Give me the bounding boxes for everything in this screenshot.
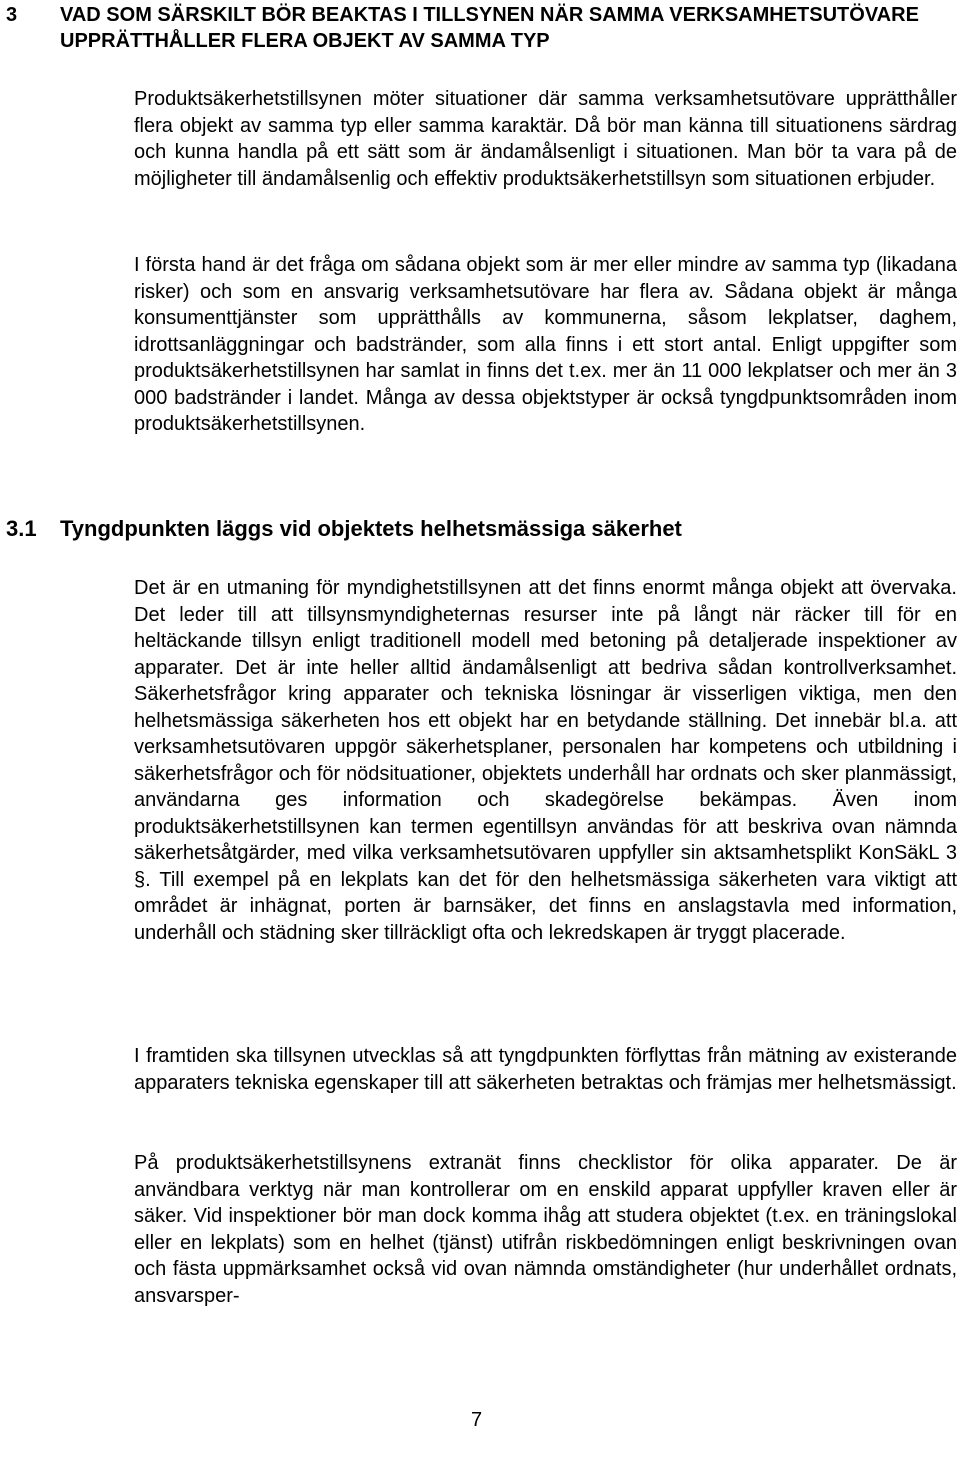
subsection-paragraph-1: Det är en utmaning för myndighetstillsynen att det finns enormt många objekt att övervaka. Det leder till att tillsynsmyndigheternas resurser inte på långt när räcker till för en heltäckande tillsyn enligt traditionell modell med betoning på detaljerade inspektioner av apparater. Det är inte heller alltid ändamålsenligt att bedriva sådan kontrollverksamhet. Säkerhetsfrågor kring apparater och tekniska lösningar är visserligen viktiga, men den helhetsmässiga säkerheten hos ett objekt har en betydande ställning. Det innebär bl.a. att verksamhetsutövaren uppgör säkerhetsplaner, personalen har kompetens och utbildning i säkerhetsfrågor och för nödsituationer, objektets underhåll har ordnats och sker planmässigt, användarna ges information och skadegörelse bekämpas. Även inom produktsäkerhetstillsynen kan termen egentillsyn användas för att beskriva ovan nämnda säkerhetsåtgärder, med vilka verksamhetsutövaren uppfyller sin aktsamhetsplikt KonSäkL 3 §. Till exempel på en lekplats kan det för den helhetsmässiga säkerheten vara viktigt att området är inhägnat, porten är barnsäker, det finns en anslagstavla med information, underhåll och städning sker tillräckligt ofta och lekredskapen är tryggt placerade.: [134, 577, 957, 944]
subsection-number: 3.1: [6, 516, 37, 541]
subsection-paragraph-3: På produktsäkerhetstillsynens extranät finns checklistor för olika apparater. De är användbara verktyg när man kontrollerar om en enskild apparat uppfyller kraven eller är säker. Vid inspektioner bör man dock komma ihåg att studera objektet (t.ex. en träningslokal eller en lekplats) som en helhet (tjänst) utifrån riskbedömningen enligt beskrivningen ovan och fästa uppmärksamhet också vid ovan nämnda omständigheter (hur underhållet ordnats, ansvarsper-: [134, 1152, 957, 1307]
section-number: 3: [6, 4, 18, 26]
section-paragraph-1: Produktsäkerhetstillsynen möter situationer där samma verksamhetsutövare upprätthåller flera objekt av samma typ eller samma karaktär. Då bör man känna till situationens särdrag och kunna handla på ett sätt som är ändamålsenligt i situationen. Man bör ta vara på de möjligheter till ändamålsenlig och effektiv produktsäkerhetstillsyn som situationen erbjuder.: [134, 88, 957, 190]
subsection-title: Tyngdpunkten läggs vid objektets helhetsmässiga säkerhet: [60, 516, 682, 541]
section-paragraph-2: I första hand är det fråga om sådana objekt som är mer eller mindre av samma typ (likadana risker) och som en ansvarig verksamhetsutövare har flera av. Sådana objekt är många konsumenttjänster som upprätthålls av kommunerna, såsom lekplatser, daghem, idrottsanläggningar och badstränder, som alla finns i ett stort antal. Enligt uppgifter som produktsäkerhetstillsynen har samlat in finns det t.ex. mer än 11 000 lekplatser och mer än 3 000 badstränder i landet. Många av dessa objektstyper är också tyngdpunktsområden inom produktsäkerhetstillsynen.: [134, 254, 957, 435]
section-title: VAD SOM SÄRSKILT BÖR BEAKTAS I TILLSYNEN NÄR SAMMA VERKSAMHETSUTÖVARE UPPRÄTTHÅLLER FLERA OBJEKT AV SAMMA TYP: [60, 4, 919, 52]
subsection-paragraph-2: I framtiden ska tillsynen utvecklas så att tyngdpunkten förflyttas från mätning av existerande apparaters tekniska egenskaper till att säkerheten betraktas och främjas mer helhetsmässigt.: [134, 1045, 957, 1094]
page-number: 7: [471, 1409, 483, 1431]
